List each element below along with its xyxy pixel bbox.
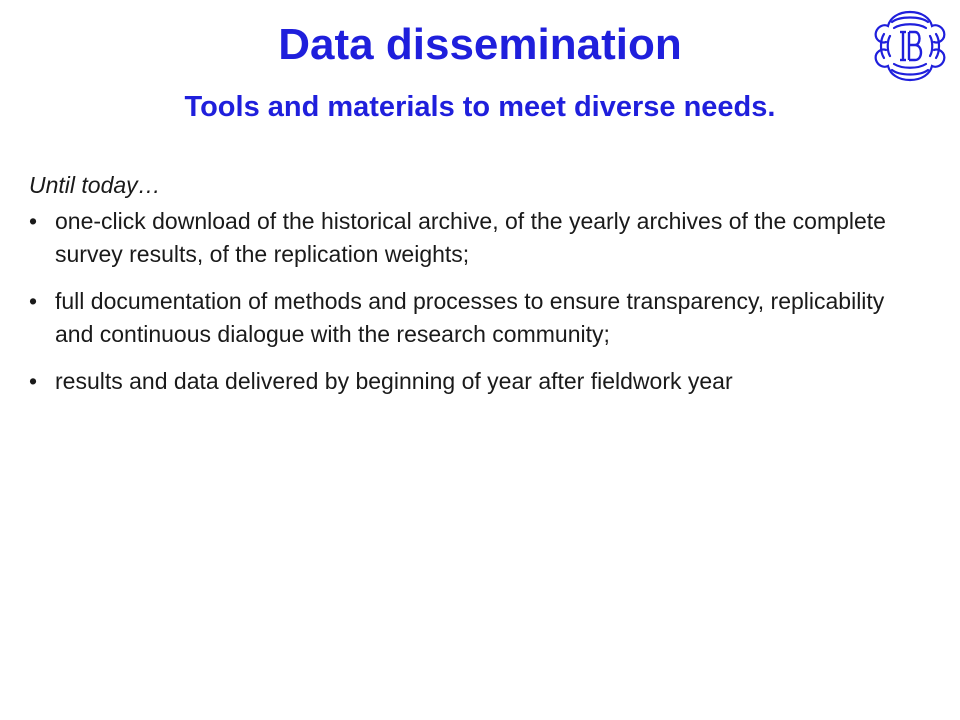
bullet-icon: • xyxy=(29,208,38,235)
page-title: Data dissemination xyxy=(278,20,682,69)
bank-of-italy-monogram-icon xyxy=(872,8,948,84)
list-item-text: full documentation of methods and processes to ensure transparency, replicability and continuous dialogue with the research community; xyxy=(55,288,885,348)
list-item xyxy=(29,285,909,351)
list-item-text: one-click download of the historical archive, of the yearly archives of the complete survey results, of the replication weights; xyxy=(55,208,886,268)
bullet-list xyxy=(29,205,909,398)
list-item xyxy=(29,365,909,398)
bullet-icon: • xyxy=(29,368,38,395)
intro-text: Until today… xyxy=(29,172,161,198)
list-item xyxy=(29,205,909,271)
page-subtitle: Tools and materials to meet diverse needs. xyxy=(184,91,776,123)
bullet-icon: • xyxy=(29,288,38,315)
list-item-text: results and data delivered by beginning of year after fieldwork year xyxy=(55,368,733,395)
slide-body xyxy=(29,170,909,412)
